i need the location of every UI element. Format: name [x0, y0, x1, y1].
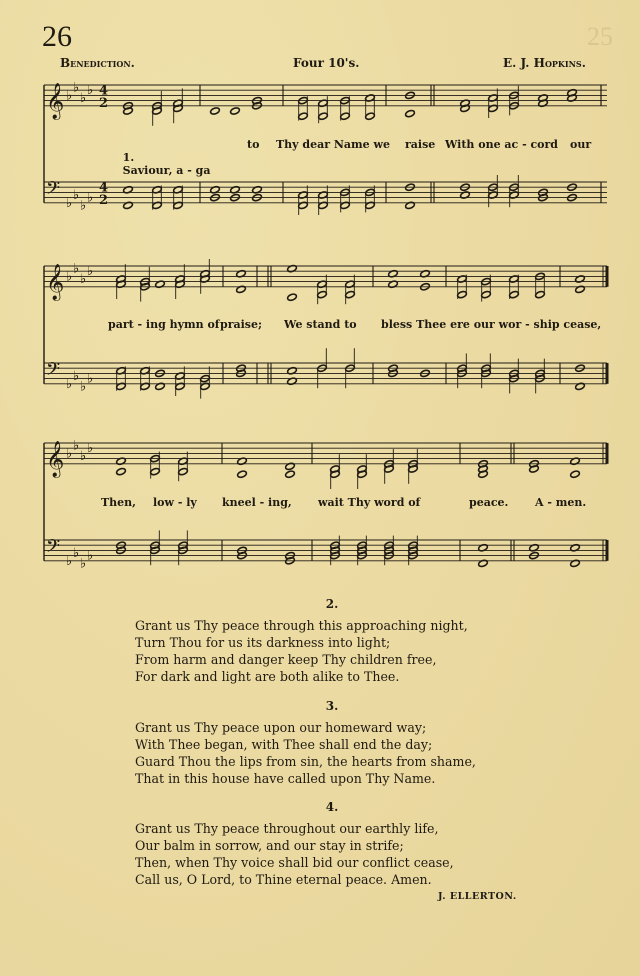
svg-text:2: 2	[99, 192, 109, 208]
verse-number: 2.	[325, 597, 339, 611]
svg-text:♭: ♭	[80, 379, 87, 395]
svg-text:4: 4	[99, 83, 109, 99]
svg-text:♭: ♭	[87, 441, 94, 457]
verse-line: For dark and light are both alike to Thee.	[135, 669, 400, 684]
svg-text:♭: ♭	[80, 556, 87, 572]
svg-text:♭: ♭	[66, 88, 73, 104]
svg-text:♭: ♭	[87, 83, 94, 99]
lyric-syllable: peace.	[469, 496, 509, 509]
svg-text:♭: ♭	[87, 371, 94, 387]
svg-text:𝄞: 𝄞	[46, 263, 65, 300]
lyric-syllable: A - men.	[535, 496, 587, 509]
lyric-syllable: kneel - ing,	[222, 496, 292, 509]
svg-text:♭: ♭	[73, 261, 80, 277]
lyric-syllable: Thy dear Name we	[276, 138, 390, 151]
verse-line: Turn Thou for us its darkness into light;	[135, 635, 391, 650]
hymn-composer: E. J. Hopkins.	[503, 56, 586, 70]
svg-text:♭: ♭	[73, 369, 80, 384]
lyric-syllable: bless Thee ere our wor - ship cease,	[381, 318, 602, 331]
svg-text:♭: ♭	[80, 272, 87, 287]
verse-line: Call us, O Lord, to Thine eternal peace. Amen.	[135, 872, 432, 887]
hymn-title: Benediction.	[60, 56, 135, 70]
lyric-syllable: With one ac - cord	[445, 138, 558, 151]
lyric-syllable: part - ing hymn of	[108, 318, 220, 331]
svg-text:2: 2	[99, 95, 109, 111]
verse-line: Then, when Thy voice shall bid our conflict cease,	[135, 855, 454, 870]
svg-text:♭: ♭	[66, 553, 73, 569]
verse-line: With Thee began, with Thee shall end the day;	[135, 737, 433, 752]
svg-text:𝄞: 𝄞	[46, 440, 65, 477]
verse-4	[135, 820, 454, 888]
ghost-page-number: 25	[587, 22, 613, 51]
svg-text:♭: ♭	[73, 80, 80, 96]
lyric-syllable: our	[570, 138, 592, 151]
svg-text:♭: ♭	[66, 376, 73, 392]
lyric-syllable: raise	[405, 138, 436, 151]
svg-text:4: 4	[99, 180, 109, 196]
lyric-syllable: We stand to	[284, 318, 357, 331]
verse-line: Grant us Thy peace through this approaching night,	[135, 618, 468, 633]
verse-2	[135, 617, 468, 685]
lyric-syllable: low - ly	[153, 496, 197, 509]
svg-text:♭: ♭	[87, 190, 94, 206]
svg-text:♭: ♭	[87, 548, 94, 564]
verse-number: 4.	[325, 800, 339, 814]
hymn-meter: Four 10's.	[293, 56, 360, 70]
svg-text:♭: ♭	[73, 438, 80, 454]
verse-prefix: 1.	[122, 151, 135, 164]
svg-text:♭: ♭	[80, 198, 87, 214]
verse-line: Grant us Thy peace throughout our earthly life,	[135, 821, 439, 836]
lyric-syllable: to	[247, 138, 260, 151]
verse-line: Grant us Thy peace upon our homeward way;	[135, 720, 427, 735]
svg-text:♭: ♭	[87, 264, 94, 280]
svg-text:𝄞: 𝄞	[46, 82, 65, 119]
page-number: 26	[42, 20, 72, 53]
svg-text:𝄢: 𝄢	[46, 536, 61, 562]
verse-3	[135, 719, 476, 787]
verse-line: Our balm in sorrow, and our stay in strife;	[135, 838, 404, 853]
svg-text:♭: ♭	[66, 446, 73, 462]
verse-line: That in this house have called upon Thy Name.	[135, 771, 436, 786]
svg-text:♭: ♭	[73, 188, 80, 203]
svg-text:♭: ♭	[80, 449, 87, 464]
svg-text:♭: ♭	[66, 269, 73, 285]
svg-text:♭: ♭	[66, 195, 73, 211]
lyric-syllable: praise;	[220, 318, 263, 331]
svg-text:𝄢: 𝄢	[46, 178, 61, 204]
lyric-syllable: wait Thy word of	[318, 496, 421, 509]
verse-line: From harm and danger keep Thy children free,	[135, 652, 437, 667]
svg-text:♭: ♭	[73, 546, 80, 561]
hymn-author: J. ELLERTON.	[438, 891, 517, 902]
verse-line: Guard Thou the lips from sin, the hearts from shame,	[135, 754, 476, 769]
lyrics-system-1	[115, 138, 210, 177]
svg-text:𝄢: 𝄢	[46, 359, 61, 385]
lyric-syllable: Then,	[101, 496, 137, 509]
svg-text:♭: ♭	[80, 91, 87, 106]
lyric-syllable: Saviour, a - ga	[122, 164, 211, 177]
verse-number: 3.	[325, 699, 339, 713]
